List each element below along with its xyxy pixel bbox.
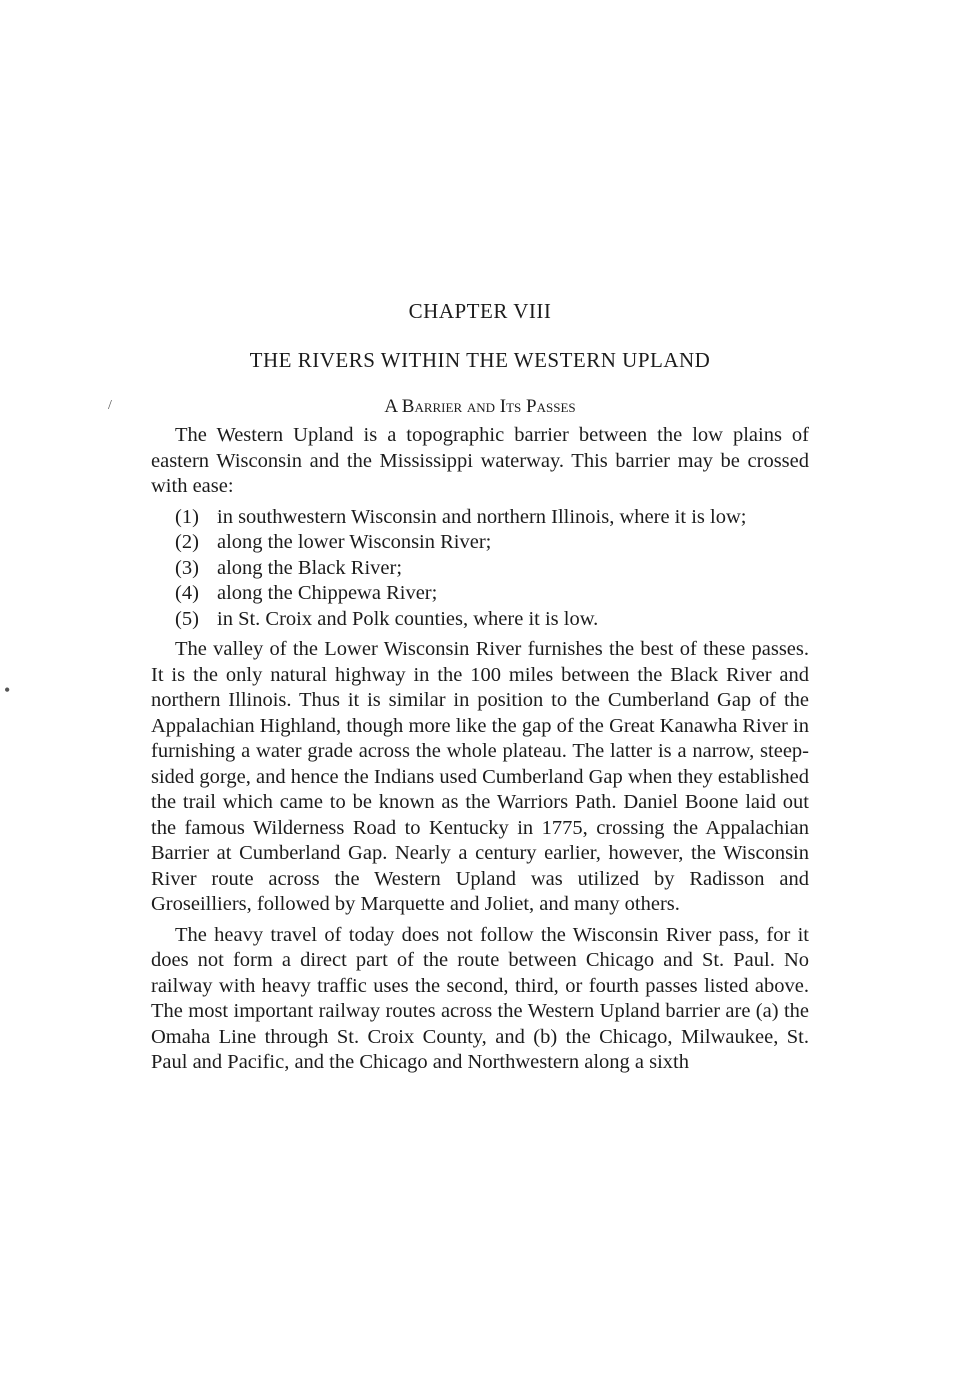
list-item-number: (1) [175, 505, 199, 528]
list-item [151, 505, 809, 531]
list-item-text: in southwestern Wisconsin and northern Illinois, where it is low; [217, 505, 747, 528]
list-item-number: (2) [175, 531, 199, 553]
chapter-number: CHAPTER VIII [408, 299, 552, 323]
list-item-number: (5) [175, 607, 199, 630]
intro-paragraph: The Western Upland is a topographic barrier between the low plains of eastern Wisconsin and the Mississippi waterway. This barrier may be crossed with ease: [151, 424, 809, 497]
list-item-text: along the Black River; [217, 556, 403, 579]
passes-list [151, 505, 809, 633]
margin-tick-mark: / [108, 398, 112, 413]
body-paragraph: The heavy travel of today does not follow the Wisconsin River pass, for it does not form a direct part of the route between Chicago and St. Paul. No railway with heavy traffic uses the second, third, or fourth passes listed above. The most important railway routes across the Western Upland barrier are (a) the Omaha Line through St. Croix County, and (b) the Chicago, Milwaukee, St. Paul and Pacific, and the Chicago and Northwestern along a sixth [151, 923, 809, 1073]
list-item-text: in St. Croix and Polk counties, where it is low. [217, 607, 599, 630]
list-item-number: (3) [175, 556, 199, 579]
list-item-number: (4) [175, 582, 199, 604]
list-item-text: along the lower Wisconsin River; [217, 531, 492, 553]
list-item [151, 607, 809, 633]
list-item [151, 581, 809, 607]
list-item [151, 530, 809, 556]
body-paragraph: The valley of the Lower Wisconsin River furnishes the best of these passes. It is the only natural highway in the 100 miles between the Black River and northern Illinois. Thus it is similar in position to the Cumberland Gap of the Appalachian Highland, though more like the gap of the Great Kanawha River in furnishing a water grade across the whole plateau. The latter is a narrow, steep-sided gorge, and hence the Indians used Cumberland Gap when they established the trail which came to be known as the Warriors Path. Daniel Boone laid out the famous Wilderness Road to Kentucky in 1775, crossing the Appalachian Barrier at Cumberland Gap. Nearly a century earlier, however, the Wisconsin River route across the Western Upland was utilized by Radisson and Groseilliers, followed by Marquette and Joliet, and many others. [151, 638, 809, 915]
book-page [151, 296, 809, 1081]
section-heading: A Barrier and Its Passes [384, 396, 576, 417]
margin-dot-mark: • [4, 680, 11, 700]
list-item [151, 556, 809, 582]
list-item-text: along the Chippewa River; [217, 582, 438, 604]
chapter-title: THE RIVERS WITHIN THE WESTERN UPLAND [249, 348, 711, 372]
